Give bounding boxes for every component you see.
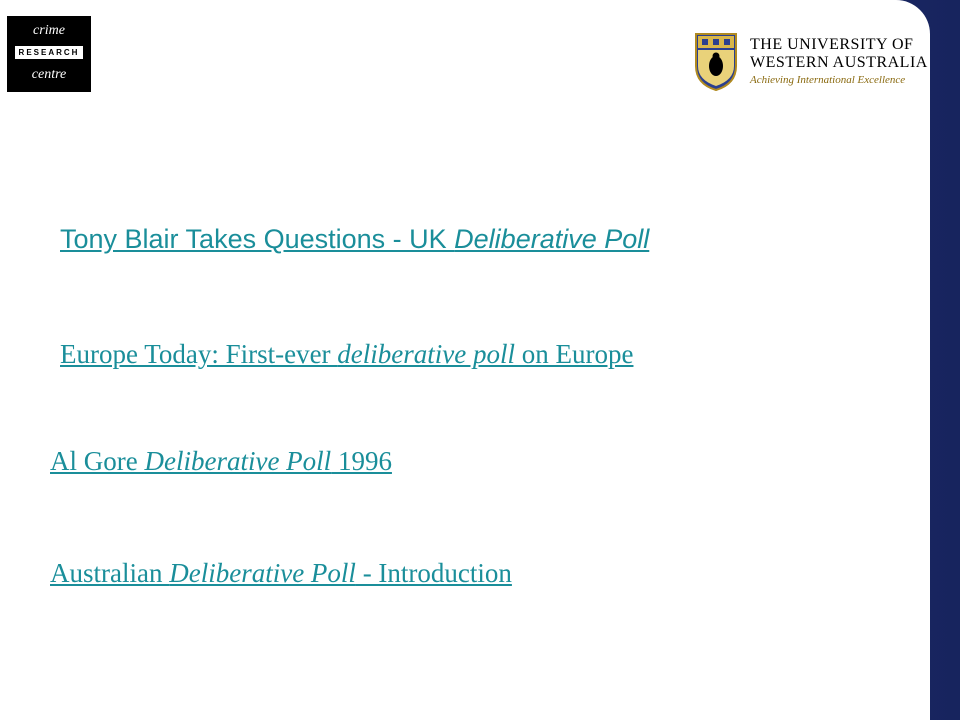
link-text: Tony Blair Takes Questions - UK [60, 224, 455, 254]
link-text-italic: Deliberative Poll [454, 224, 650, 254]
crc-logo-bottom-text: centre [31, 67, 67, 82]
link-europe-today-deliberative-poll[interactable] [60, 339, 633, 370]
uwa-name-line2: WESTERN AUSTRALIA [750, 54, 928, 71]
uwa-name-line1: THE UNIVERSITY OF [750, 36, 914, 53]
link-text: on Europe [515, 339, 634, 369]
link-tony-blair-deliberative-poll[interactable] [60, 224, 649, 255]
link-text: Al Gore [50, 446, 145, 476]
link-text: - Introduction [355, 558, 512, 588]
link-text-italic: Deliberative Poll [144, 446, 332, 476]
crc-logo-middle-text: RESEARCH [15, 46, 83, 59]
link-text: Australian [50, 558, 170, 588]
link-text-italic: deliberative poll [337, 339, 515, 369]
uwa-crest-icon [694, 32, 738, 92]
link-text-italic: Deliberative Poll [169, 558, 356, 588]
link-al-gore-deliberative-poll[interactable] [50, 446, 392, 477]
link-text: 1996 [331, 446, 392, 476]
crc-logo-top-text: crime [33, 23, 65, 38]
uwa-logo [694, 32, 928, 94]
crime-research-centre-logo [7, 16, 91, 92]
uwa-tagline: Achieving International Excellence [750, 74, 906, 86]
link-australian-deliberative-poll[interactable] [50, 558, 512, 589]
link-text: Europe Today: First-ever [60, 339, 338, 369]
